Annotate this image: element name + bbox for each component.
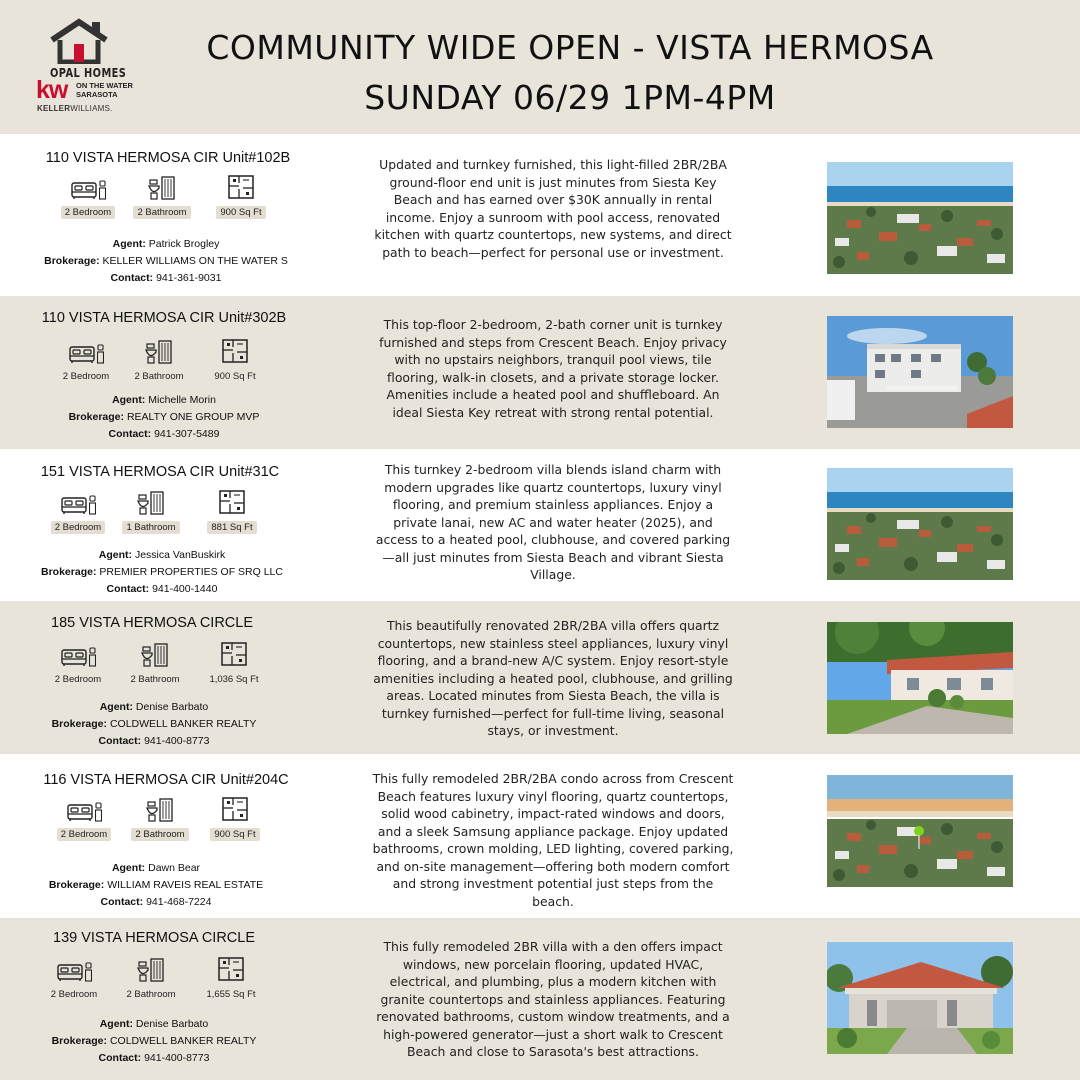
listing-photo (827, 316, 1013, 428)
bathroom-icon (115, 958, 187, 982)
contact-line (6, 894, 306, 911)
listing-row (0, 449, 1080, 601)
contact-line (14, 426, 314, 443)
sqft-value: 900 Sq Ft (210, 828, 259, 841)
listing-description: This turnkey 2-bedroom villa blends island charm with modern upgrades like quartz countertops, luxury vinyl flooring, and premium stainless appliances. Enjoy a private lanai, new AC and water heater (2025), and access to a heated pool, clubhouse, and covered parking—all just minutes from Siesta Beach and vibrant Siesta Village. (375, 462, 731, 582)
sqft-feature (195, 956, 267, 1001)
agent-line (6, 860, 306, 877)
sqft-value: 881 Sq Ft (207, 521, 256, 534)
sqft-value: 1,655 Sq Ft (206, 989, 256, 1000)
bed-icon (71, 180, 97, 200)
brokerage-line (14, 409, 314, 426)
bathroom-count: 2 Bathroom (130, 674, 180, 685)
brokerage-label: Brokerage: (41, 566, 97, 578)
contact-phone: 941-400-8773 (144, 735, 210, 747)
page-title-line2: SUNDAY 06/29 1PM-4PM (364, 78, 776, 117)
listing-address: 110 VISTA HERMOSA CIR Unit#302B (41, 310, 287, 326)
bedroom-feature (42, 647, 114, 686)
bathroom-feature (115, 958, 187, 1001)
bed-icon (69, 344, 95, 364)
house-icon (48, 18, 110, 64)
lamp-icon (99, 180, 106, 200)
agent-info (4, 1016, 304, 1067)
listing-address: 185 VISTA HERMOSA CIRCLE (51, 615, 253, 631)
bedroom-count: 2 Bedroom (62, 371, 110, 382)
bathroom-feature (124, 798, 196, 841)
brokerage-line (4, 716, 304, 733)
listing-address: 110 VISTA HERMOSA CIR Unit#102B (45, 150, 291, 166)
bed-icon (61, 495, 87, 515)
listing-description: This beautifully renovated 2BR/2BA villa offers quartz countertops, new stainless steel appliances, luxury vinyl flooring, and a brand-new A/C system. Enjoy resort-style amenities including a heated pool, clubhouse, and grilling areas. Located minutes from Siesta Beach, the villa is turnkey furnished—perfect for full-time living, seasonal stays, or investment. (373, 618, 733, 738)
bedroom-count: 2 Bedroom (61, 206, 115, 219)
floor-plan-icon (195, 956, 267, 982)
contact-phone: 941-400-8773 (144, 1052, 210, 1064)
kw-tagline-line1: ON THE WATER (76, 81, 133, 90)
agent-info (6, 860, 306, 911)
listing-photo (827, 775, 1013, 887)
floor-plan-icon (196, 489, 268, 515)
bathroom-feature (126, 176, 198, 219)
agent-name: Denise Barbato (135, 701, 209, 713)
floor-plan-icon (199, 338, 271, 364)
kw-name (37, 104, 112, 113)
bathroom-count: 2 Bathroom (131, 828, 188, 841)
lamp-icon (85, 962, 92, 982)
sqft-feature (199, 796, 271, 841)
header (0, 0, 1080, 134)
bathroom-count: 2 Bathroom (126, 989, 176, 1000)
bathroom-count: 2 Bathroom (134, 371, 184, 382)
contact-label: Contact: (100, 896, 144, 908)
agent-label: Agent: (99, 701, 133, 713)
bathroom-icon (119, 643, 191, 667)
listing-row (0, 134, 1080, 296)
agent-info (16, 236, 316, 287)
bathroom-count: 2 Bathroom (133, 206, 190, 219)
bathroom-feature (115, 491, 187, 534)
listing-description: Updated and turnkey furnished, this light-filled 2BR/2BA ground-floor end unit is just minutes from Siesta Key Beach and has earned over $30K annually in rental income. Enjoy a sunroom with pool access, renovated kitchen with quartz countertops, new systems, and direct path to beach—perfect for personal use or investment. (374, 157, 732, 260)
brokerage-name: COLDWELL BANKER REALTY (109, 718, 257, 730)
bathroom-feature (119, 643, 191, 686)
listing-row (0, 296, 1080, 449)
kw-name-bold: KELLER (37, 104, 71, 113)
agent-name: Patrick Brogley (148, 238, 220, 250)
bedroom-feature (38, 962, 110, 1001)
page-title-line1: COMMUNITY WIDE OPEN - VISTA HERMOSA (206, 28, 934, 67)
listing-photo (827, 622, 1013, 734)
agent-name: Jessica VanBuskirk (134, 549, 226, 561)
listing-description: This fully remodeled 2BR villa with a den offers impact windows, new porcelain flooring, updated HVAC, electrical, and plumbing, plus a modern kitchen with granite countertops and stainless appliances. Featuring renovated bathrooms, custom window treatments, and a high-powered generator—just a short walk to Crescent Beach and close to Sarasota's best attractions. (376, 939, 730, 1059)
bathroom-icon (124, 798, 196, 822)
contact-line (12, 581, 312, 598)
bedroom-count: 2 Bedroom (50, 989, 98, 1000)
brokerage-label: Brokerage: (68, 411, 125, 423)
bathroom-feature (123, 340, 195, 383)
kw-tagline-line2: SARASOTA (76, 89, 118, 99)
agent-label: Agent: (112, 238, 146, 250)
sqft-feature (199, 338, 271, 383)
lamp-icon (95, 802, 102, 822)
sqft-feature (205, 174, 277, 219)
listing-description: This fully remodeled 2BR/2BA condo across from Crescent Beach features luxury vinyl flooring, quartz countertops, solid wood cabinetry, impact-rated windows and doors, and a sleek Samsung appliance package. Enjoy updated bathrooms, crown molding, LED lighting, covered parking, and on-site management—offering both modern comfort and strong investment potential just steps from the beach. (372, 771, 734, 909)
agent-info (4, 699, 304, 750)
brokerage-line (12, 564, 312, 581)
contact-label: Contact: (98, 735, 142, 747)
listing-address: 116 VISTA HERMOSA CIR Unit#204C (43, 772, 289, 788)
kw-tagline (76, 82, 133, 99)
bedroom-feature (42, 495, 114, 534)
contact-label: Contact: (108, 428, 152, 440)
bed-icon (57, 962, 83, 982)
floor-plan-icon (199, 796, 271, 822)
kw-mark: kw (36, 76, 68, 104)
listing-address: 151 VISTA HERMOSA CIR Unit#31C (40, 464, 280, 480)
listing-photo (827, 468, 1013, 580)
agent-line (16, 236, 316, 253)
listing-description: This top-floor 2-bedroom, 2-bath corner unit is turnkey furnished and steps from Crescent Beach. Enjoy privacy with no upstairs neighbors, tranquil pool views, tile flooring, walk-in closets, and a private storage locker. Amenities include a heated pool and shuffleboard. An ideal Siesta Key retreat with strong rental potential. (379, 317, 727, 420)
sqft-value: 900 Sq Ft (214, 371, 256, 382)
logo-brand-text: OPAL HOMES (50, 66, 127, 80)
listing-address: 139 VISTA HERMOSA CIRCLE (53, 930, 255, 946)
contact-label: Contact: (106, 583, 150, 595)
bed-icon (67, 802, 93, 822)
brokerage-label: Brokerage: (44, 255, 100, 267)
agent-line (4, 1016, 304, 1033)
brokerage-line (4, 1033, 304, 1050)
agent-info (12, 547, 312, 598)
brokerage-name: COLDWELL BANKER REALTY (109, 1035, 257, 1047)
agent-name: Michelle Morin (148, 394, 216, 406)
bathroom-count: 1 Bathroom (122, 521, 179, 534)
bathroom-icon (126, 176, 198, 200)
sqft-value: 900 Sq Ft (216, 206, 265, 219)
listing-photo (827, 162, 1013, 274)
agent-line (4, 699, 304, 716)
agent-label: Agent: (111, 862, 146, 874)
brokerage-name: PREMIER PROPERTIES OF SRQ LLC (99, 566, 283, 578)
contact-label: Contact: (110, 272, 154, 284)
brokerage-line (6, 877, 306, 894)
brokerage-name: REALTY ONE GROUP MVP (126, 411, 260, 423)
brokerage-line (16, 253, 316, 270)
kw-name-rest: WILLIAMS. (70, 104, 113, 113)
listing-row (0, 918, 1080, 1080)
lamp-icon (97, 344, 104, 364)
bed-icon (61, 647, 87, 667)
listing-row (0, 754, 1080, 918)
sqft-feature (196, 489, 268, 534)
bedroom-count: 2 Bedroom (54, 674, 102, 685)
brokerage-label: Brokerage: (51, 718, 108, 730)
bedroom-feature (48, 802, 120, 841)
brokerage-name: WILLIAM RAVEIS REAL ESTATE (107, 879, 264, 891)
listing-row (0, 601, 1080, 754)
bathroom-icon (123, 340, 195, 364)
contact-phone: 941-468-7224 (146, 896, 212, 908)
contact-line (4, 1050, 304, 1067)
contact-phone: 941-400-1440 (152, 583, 218, 595)
agent-label: Agent: (112, 394, 146, 406)
contact-line (4, 733, 304, 750)
floor-plan-icon (205, 174, 277, 200)
sqft-feature (198, 641, 270, 686)
lamp-icon (89, 647, 96, 667)
brokerage-label: Brokerage: (48, 879, 105, 891)
agent-name: Dawn Bear (148, 862, 201, 874)
brokerage-label: Brokerage: (51, 1035, 108, 1047)
contact-phone: 941-307-5489 (154, 428, 220, 440)
agent-info (14, 392, 314, 443)
bathroom-icon (115, 491, 187, 515)
agent-label: Agent: (99, 1018, 133, 1030)
bedroom-count: 2 Bedroom (57, 828, 111, 841)
agent-name: Denise Barbato (135, 1018, 209, 1030)
brokerage-name: KELLER WILLIAMS ON THE WATER S (102, 255, 288, 267)
contact-label: Contact: (98, 1052, 142, 1064)
agent-line (12, 547, 312, 564)
contact-phone: 941-361-9031 (156, 272, 222, 284)
contact-line (16, 270, 316, 287)
bedroom-count: 2 Bedroom (51, 521, 105, 534)
floor-plan-icon (198, 641, 270, 667)
opal-homes-logo (34, 18, 134, 118)
agent-line (14, 392, 314, 409)
sqft-value: 1,036 Sq Ft (209, 674, 259, 685)
listing-photo (827, 942, 1013, 1054)
lamp-icon (89, 495, 96, 515)
bedroom-feature (52, 180, 124, 219)
bedroom-feature (50, 344, 122, 383)
agent-label: Agent: (98, 549, 133, 561)
